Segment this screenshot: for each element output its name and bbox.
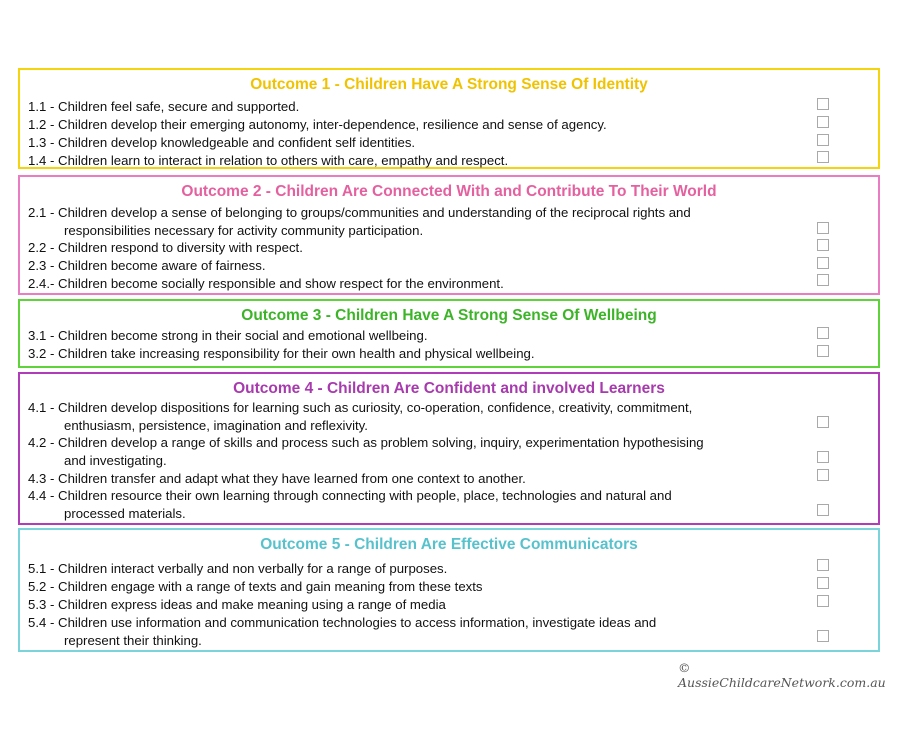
outcome-2-3-text: 2.3 - Children become aware of fairness.: [28, 258, 266, 273]
outcome-4-2-text: 4.2 - Children develop a range of skills and process such as problem solving, inquiry, experimentation hypothesising: [28, 435, 704, 450]
checkbox-1-1[interactable]: [817, 98, 829, 110]
outcome-2-4-text: 2.4.- Children become socially responsible and show respect for the environment.: [28, 276, 504, 291]
checkbox-2-2[interactable]: [817, 239, 829, 251]
checkbox-3-2[interactable]: [817, 345, 829, 357]
outcome-1-3-text: 1.3 - Children develop knowledgeable and confident self identities.: [28, 135, 416, 150]
checkbox-1-3[interactable]: [817, 134, 829, 146]
checkbox-5-3[interactable]: [817, 595, 829, 607]
outcome-4-1-text-cont: enthusiasm, persistence, imagination and reflexivity.: [64, 418, 368, 433]
outcome-4-4-text-cont: processed materials.: [64, 506, 186, 521]
outcome-5-title: Outcome 5 - Children Are Effective Communicators: [260, 536, 638, 553]
outcome-4-4-text: 4.4 - Children resource their own learning through connecting with people, place, technologies and natural and: [28, 488, 672, 503]
outcome-3-2-text: 3.2 - Children take increasing responsibility for their own health and physical wellbeing.: [28, 346, 535, 361]
outcome-5-2-text: 5.2 - Children engage with a range of texts and gain meaning from these texts: [28, 579, 483, 594]
checkbox-4-2[interactable]: [817, 451, 829, 463]
checkbox-3-1[interactable]: [817, 327, 829, 339]
outcome-5-4-text: 5.4 - Children use information and communication technologies to access information, investigate ideas and: [28, 615, 657, 630]
checkbox-1-2[interactable]: [817, 116, 829, 128]
outcome-1-section: [18, 68, 880, 169]
outcome-4-3-text: 4.3 - Children transfer and adapt what they have learned from one context to another.: [28, 471, 526, 486]
copyright-notice: © AussieChildcareNetwork.com.au: [678, 660, 886, 690]
checkbox-5-1[interactable]: [817, 559, 829, 571]
outcome-2-title: Outcome 2 - Children Are Connected With and Contribute To Their World: [181, 183, 717, 200]
outcome-4-2-text-cont: and investigating.: [64, 453, 167, 468]
checkbox-5-4[interactable]: [817, 630, 829, 642]
outcome-2-section: [18, 175, 880, 295]
checkbox-1-4[interactable]: [817, 151, 829, 163]
outcome-1-title: Outcome 1 - Children Have A Strong Sense Of Identity: [250, 76, 648, 93]
outcome-3-title: Outcome 3 - Children Have A Strong Sense Of Wellbeing: [241, 307, 657, 324]
outcome-5-4-text-cont: represent their thinking.: [64, 633, 202, 648]
outcome-5-1-text: 5.1 - Children interact verbally and non verbally for a range of purposes.: [28, 561, 448, 576]
outcome-1-1-text: 1.1 - Children feel safe, secure and supported.: [28, 99, 300, 114]
outcome-3-section: [18, 299, 880, 368]
checkbox-4-1[interactable]: [817, 416, 829, 428]
checkbox-4-4[interactable]: [817, 504, 829, 516]
outcome-2-1-text: 2.1 - Children develop a sense of belonging to groups/communities and understanding of the reciprocal rights and: [28, 205, 691, 220]
checkbox-2-1[interactable]: [817, 222, 829, 234]
outcome-4-title: Outcome 4 - Children Are Confident and involved Learners: [233, 380, 665, 397]
outcome-4-section: [18, 372, 880, 525]
outcome-1-2-text: 1.2 - Children develop their emerging autonomy, inter-dependence, resilience and sense of agency.: [28, 117, 607, 132]
outcome-5-section: [18, 528, 880, 652]
outcome-1-4-text: 1.4 - Children learn to interact in relation to others with care, empathy and respect.: [28, 153, 509, 168]
checkbox-2-3[interactable]: [817, 257, 829, 269]
outcome-3-1-text: 3.1 - Children become strong in their social and emotional wellbeing.: [28, 328, 428, 343]
checkbox-4-3[interactable]: [817, 469, 829, 481]
outcome-2-2-text: 2.2 - Children respond to diversity with respect.: [28, 240, 303, 255]
checkbox-2-4[interactable]: [817, 274, 829, 286]
checkbox-5-2[interactable]: [817, 577, 829, 589]
outcome-2-1-text-cont: responsibilities necessary for activity community participation.: [64, 223, 424, 238]
outcome-5-3-text: 5.3 - Children express ideas and make meaning using a range of media: [28, 597, 446, 612]
outcome-4-1-text: 4.1 - Children develop dispositions for learning such as curiosity, co-operation, confidence, creativity, commitment,: [28, 400, 693, 415]
